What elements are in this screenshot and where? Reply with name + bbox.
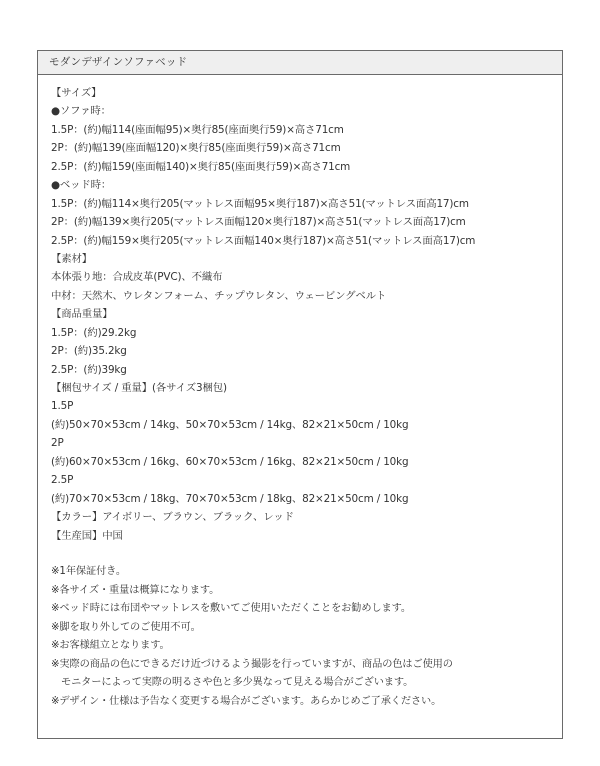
spec-line: 2P：(約)35.2kg [51,345,127,358]
spec-body [51,84,558,711]
spec-line: 2.5P：(約)幅159×奥行205(マットレス面幅140×奥行187)×高さ51(マットレス面高17)cm [51,234,476,247]
spec-line: 【サイズ】 [51,87,102,99]
spec-line: 2.5P [51,474,74,487]
spec-line: 【カラー】アイボリー、ブラウン、ブラック、レッド [51,511,294,524]
spec-line: 【素材】 [51,252,92,265]
spec-line: (約)60×70×53cm / 16kg、60×70×53cm / 16kg、82×21×50cm / 10kg [51,455,409,468]
spec-line: 【商品重量】 [51,308,113,321]
spec-line: 【生産国】中国 [51,529,123,542]
note-line: ※脚を取り外してのご使用不可。 [51,621,201,633]
spec-line: 本体張り地：合成皮革(PVC)、不織布 [51,271,223,284]
note-line: ※実際の商品の色にできるだけ近づけるよう撮影を行っていますが、商品の色はご使用の [51,658,453,670]
spec-line: 【梱包サイズ / 重量】(各サイズ3梱包) [51,382,227,394]
spec-line: 2P：(約)幅139(座面幅120)×奥行85(座面奥行59)×高さ71cm [51,142,341,155]
spec-line: ●ベッド時： [51,179,112,192]
spec-line: 2P [51,437,64,450]
spec-line: ●ソファ時： [51,105,111,118]
spec-line: 2P：(約)幅139×奥行205(マットレス面幅120×奥行187)×高さ51(マットレス面高17)cm [51,216,466,229]
spec-line: 1.5P [51,400,74,413]
spec-line: 1.5P：(約)幅114×奥行205(マットレス面幅95×奥行187)×高さ51(マットレス面高17)cm [51,197,469,210]
note-line: モニターによって実際の明るさや色と多少異なって見える場合がございます。 [61,677,414,689]
note-line: ※ベッド時には布団やマットレスを敷いてご使用いただくことをお勧めします。 [51,603,411,615]
spec-line: 1.5P：(約)幅114(座面幅95)×奥行85(座面奥行59)×高さ71cm [51,123,344,136]
note-line: ※1年保証付き。 [51,566,126,578]
spec-line: 1.5P：(約)29.2kg [51,326,137,339]
note-line: ※各サイズ・重量は概算になります。 [51,584,220,596]
spec-line: (約)50×70×53cm / 14kg、50×70×53cm / 14kg、82×21×50cm / 10kg [51,418,409,431]
note-line: ※お客様組立となります。 [51,640,170,652]
spec-title: モダンデザインソファベッド [38,51,562,75]
spec-line: 2.5P：(約)幅159(座面幅140)×奥行85(座面奥行59)×高さ71cm [51,160,351,173]
spec-line: 2.5P：(約)39kg [51,363,127,376]
note-line: ※デザイン・仕様は予告なく変更する場合がございます。あらかじめご了承ください。 [51,695,442,707]
spec-line: 中材：天然木、ウレタンフォーム、チップウレタン、ウェービングベルト [51,289,387,302]
spec-line: (約)70×70×53cm / 18kg、70×70×53cm / 18kg、82×21×50cm / 10kg [51,492,409,505]
spacer [51,545,558,563]
spec-box [37,50,563,739]
